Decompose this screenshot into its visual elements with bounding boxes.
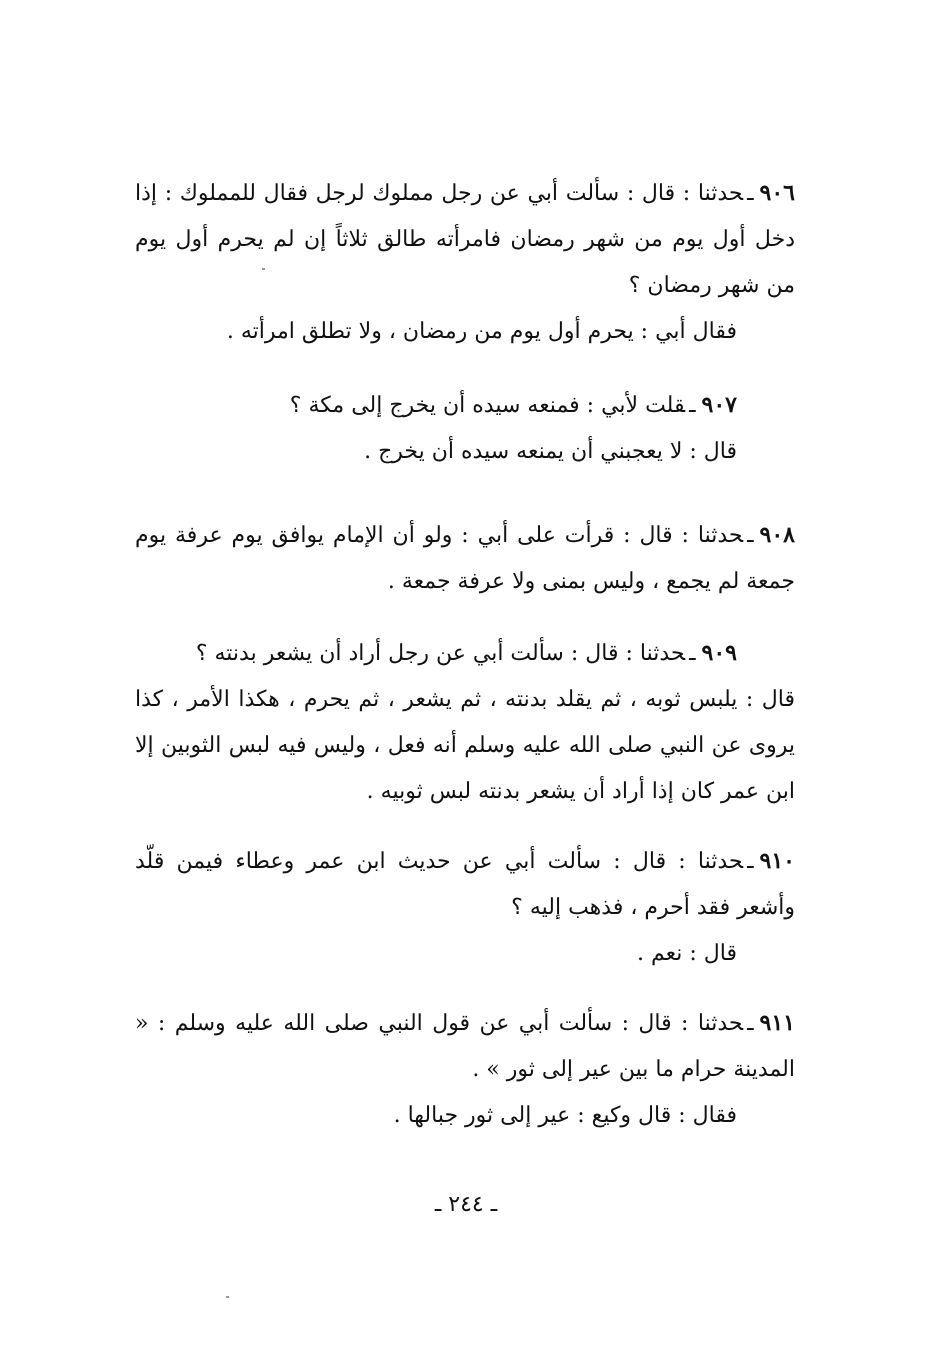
entry-906-text: ٩٠٦ـحدثنا : قال : سألت أبي عن رجل مملوك لرجل فقال للمملوك : إذا دخل أول يوم من شهر رمضان فامرأته طالق ثلاثاً إن لم يحرم أول يوم من شهر رمضان ؟ xyxy=(135,180,795,298)
entry-body: حدثنا : قال : سألت أبي عن رجل أراد أن يشعر بدنته ؟ xyxy=(195,641,686,666)
entry-907-reply: قال : لا يعجبني أن يمنعه سيده أن يخرج . xyxy=(364,439,737,464)
entry-number: ٩٠٩ xyxy=(701,640,737,666)
entry-906 xyxy=(135,170,795,355)
entry-908 xyxy=(135,512,795,605)
entry-number: ٩١١ xyxy=(759,1010,795,1036)
entry-906-reply: فقال أبي : يحرم أول يوم من رمضان ، ولا تطلق امرأته . xyxy=(226,319,737,344)
entry-911-text: ٩١١ـحدثنا : قال : سألت أبي عن قول النبي صلى الله عليه وسلم : « المدينة حرام ما بين عير إلى ثور » . xyxy=(135,1010,795,1082)
entry-910-reply: قال : نعم . xyxy=(637,941,737,966)
entry-body: حدثنا : قال : سألت أبي عن قول النبي صلى الله عليه وسلم : « المدينة حرام ما بين عير إلى ثور » . xyxy=(135,1011,795,1082)
page-number: ـ ٢٤٤ ـ xyxy=(434,1192,498,1217)
scan-speck xyxy=(262,268,265,270)
scan-speck xyxy=(226,1296,229,1298)
entry-907-text: ٩٠٧ـقلت لأبي : فمنعه سيده أن يخرج إلى مكة ؟ xyxy=(289,392,737,418)
entry-910-text: ٩١٠ـحدثنا : قال : سألت أبي عن حديث ابن عمر وعطاء فيمن قلّد وأشعر فقد أحرم ، فذهب إليه ؟ xyxy=(135,848,795,920)
entry-number: ٩٠٦ xyxy=(759,180,795,206)
entry-909-text: ٩٠٩ـحدثنا : قال : سألت أبي عن رجل أراد أن يشعر بدنته ؟ xyxy=(195,640,737,666)
entry-911 xyxy=(135,1000,795,1139)
entry-907 xyxy=(135,382,795,475)
entry-number: ٩٠٧ xyxy=(701,392,737,418)
entry-number: ٩٠٨ xyxy=(759,522,795,548)
entry-body: حدثنا : قال : قرأت على أبي : ولو أن الإمام يوافق يوم عرفة يوم جمعة لم يجمع ، وليس بمنى ولا عرفة جمعة . xyxy=(135,523,795,594)
entry-911-reply: فقال : قال وكيع : عير إلى ثور جبالها . xyxy=(393,1103,737,1128)
entry-body: قلت لأبي : فمنعه سيده أن يخرج إلى مكة ؟ xyxy=(289,393,686,418)
entry-909-reply: قال : يلبس ثوبه ، ثم يقلد بدنته ، ثم يشعر ، ثم يحرم ، هكذا الأمر ، كذا يروى عن النبي صلى الله عليه وسلم أنه فعل ، وليس فيه لبس الثوبين إلا ابن عمر كان إذا أراد أن يشعر بدنته لبس ثوبيه . xyxy=(135,687,795,804)
entry-909 xyxy=(135,630,795,815)
entry-body: حدثنا : قال : سألت أبي عن رجل مملوك لرجل فقال للمملوك : إذا دخل أول يوم من شهر رمضان فامرأته طالق ثلاثاً إن لم يحرم أول يوم من شهر رمضان ؟ xyxy=(135,181,795,298)
entry-908-text: ٩٠٨ـحدثنا : قال : قرأت على أبي : ولو أن الإمام يوافق يوم عرفة يوم جمعة لم يجمع ، وليس بمنى ولا عرفة جمعة . xyxy=(135,522,795,594)
entry-number: ٩١٠ xyxy=(759,848,795,874)
entry-910 xyxy=(135,838,795,977)
entry-body: حدثنا : قال : سألت أبي عن حديث ابن عمر وعطاء فيمن قلّد وأشعر فقد أحرم ، فذهب إليه ؟ xyxy=(135,849,795,920)
